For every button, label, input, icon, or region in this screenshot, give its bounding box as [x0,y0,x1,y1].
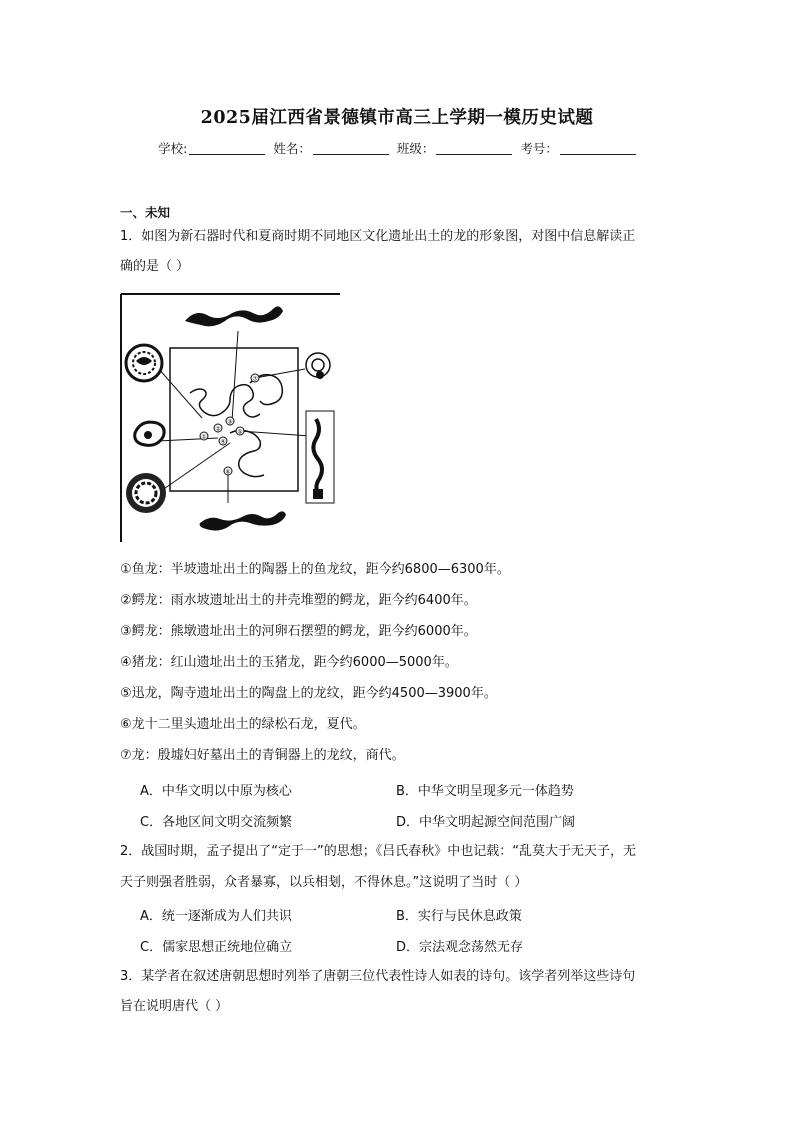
school-blank [189,142,265,155]
q2-option-c[interactable]: C．儒家思想正统地位确立 [140,940,293,955]
q1-note-3: ③鳄龙：熊墩遗址出土的河卵石摆塑的鳄龙，距今约6000年。 [120,624,477,639]
student-info-row [0,139,794,157]
q1-note-6: ⑥龙十二里头遗址出土的绿松石龙，夏代。 [120,717,366,732]
name-blank [313,142,389,155]
school-field: 学校: [158,139,265,157]
q2-option-d[interactable]: D．宗法观念荡然无存 [396,940,524,955]
artifact-dragon-top [185,306,283,326]
name-field: 姓名： [273,139,389,157]
q2-option-a[interactable]: A．统一逐渐成为人们共识 [140,909,292,924]
artifact-turquoise-dragon [306,411,334,503]
site-label-3: ③ [227,418,233,426]
q3-stem-line1: 3．某学者在叙述唐朝思想时列举了唐朝三位代表性诗人如表的诗句。该学者列举这些诗句 [120,969,636,984]
artifact-disc-left-bottom [126,473,166,513]
exam-number-blank [560,142,636,155]
q1-option-c[interactable]: C．各地区间文明交流频繁 [140,815,293,830]
q1-stem-line2: 确的是（ ） [120,259,190,274]
section-heading: 一、未知 [120,205,171,220]
exam-number-field: 考号： [520,139,636,157]
q1-note-5: ⑤迅龙，陶寺遗址出土的陶盘上的龙纹，距今约4500—3900年。 [120,686,497,701]
coast-line [230,430,264,476]
q1-note-2: ②鳄龙：雨水坡遗址出土的井壳堆塑的鳄龙，距今约6400年。 [120,593,477,608]
class-field: 班级： [397,139,513,157]
dragon-map-figure [120,293,340,543]
site-label-4: ④ [220,438,226,446]
q2-stem-line1: 2．战国时期，孟子提出了“定于一”的思想；《吕氏春秋》中也记载：“乱莫大于无天子，无 [120,844,636,859]
q2-stem-line2: 天子则强者胜弱，众者暴寡，以兵相刬，不得休息。”这说明了当时（ ） [120,875,528,890]
q1-note-1: ①鱼龙：半坡遗址出土的陶器上的鱼龙纹，距今约6800—6300年。 [120,562,510,577]
q1-option-b[interactable]: B．中华文明呈现多元一体趋势 [396,784,574,799]
artifact-disc-left-top [126,345,162,381]
artifact-jade-pig-dragon [135,422,164,445]
page-title: 2025届江西省景德镇市高三上学期一模历史试题 [200,108,594,128]
site-label-1: ① [201,433,207,441]
q1-note-4: ④猪龙：红山遗址出土的玉猪龙，距今约6000—5000年。 [120,655,458,670]
q1-option-a[interactable]: A．中华文明以中原为核心 [140,784,292,799]
artifact-shell-right [306,353,330,379]
q3-stem-line2: 旨在说明唐代（ ） [120,999,229,1014]
site-label-2: ② [215,425,221,433]
q2-option-b[interactable]: B．实行与民休息政策 [396,909,522,924]
artifact-dragon-bottom [200,511,286,530]
q1-stem-line1: 1．如图为新石器时代和夏商时期不同地区文化遗址出土的龙的形象图，对图中信息解读正 [120,229,636,244]
q1-note-7: ⑦龙：殷墟妇好墓出土的青铜器上的龙纹，商代。 [120,748,405,763]
class-blank [436,142,512,155]
site-label-7: ⑦ [252,375,258,383]
site-label-5: ⑤ [237,428,243,436]
site-label-6: ⑥ [225,468,231,476]
q1-option-d[interactable]: D．中华文明起源空间范围广阔 [396,815,576,830]
river-line [190,385,260,417]
